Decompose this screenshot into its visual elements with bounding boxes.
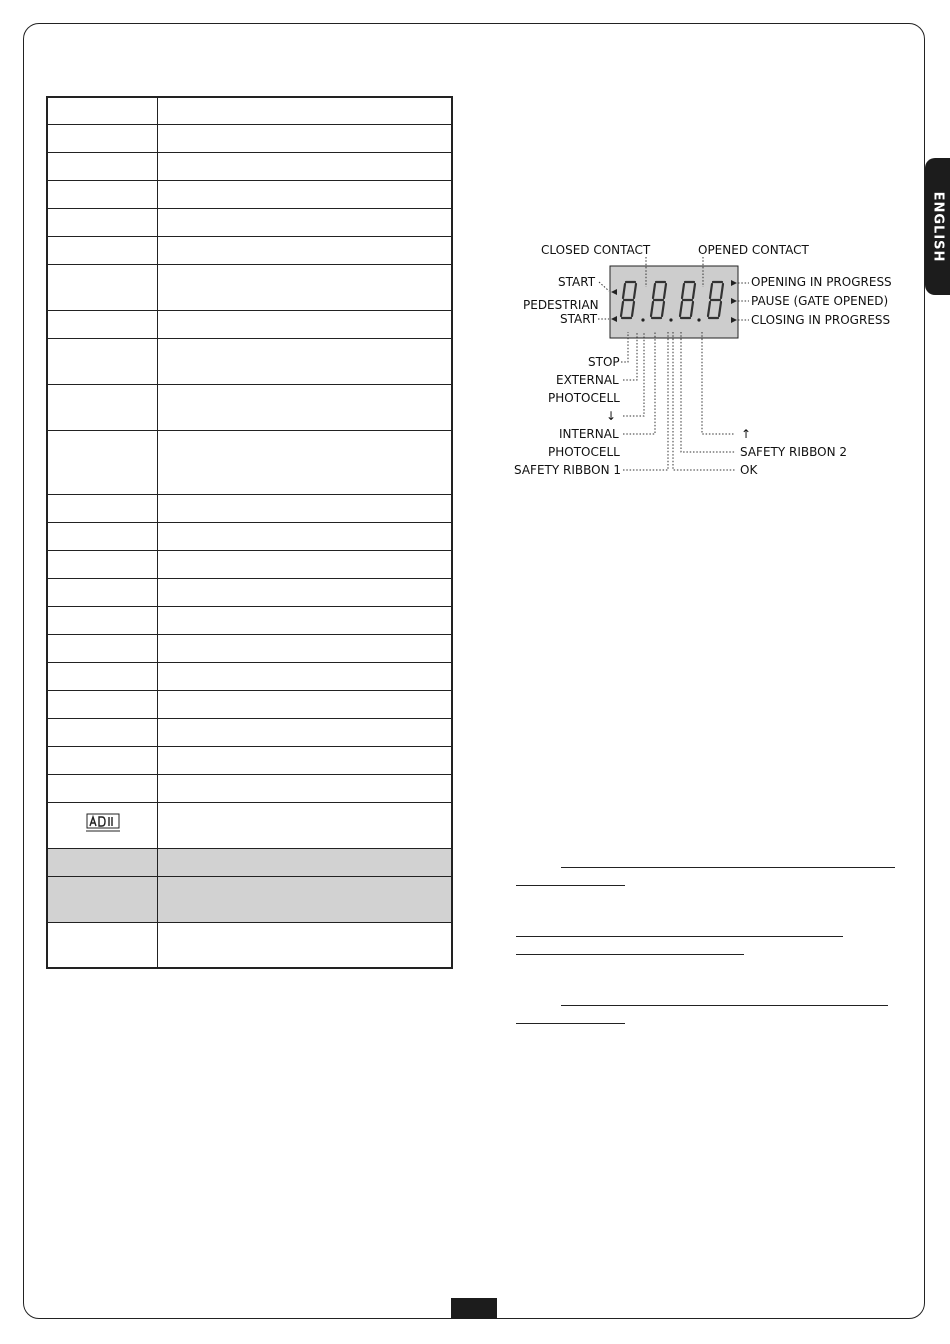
label-opening-in-progress: OPENING IN PROGRESS xyxy=(751,275,892,289)
display-panel xyxy=(610,266,738,338)
table-cell-description xyxy=(158,746,453,774)
table-row xyxy=(47,97,452,124)
table-cell-parameter xyxy=(47,848,158,876)
table-cell-description xyxy=(158,848,453,876)
arrow-down-icon: ↓ xyxy=(606,409,617,423)
table-cell-parameter xyxy=(47,746,158,774)
table-cell-parameter xyxy=(47,152,158,180)
underline-3b xyxy=(516,1023,625,1024)
language-label: ENGLISH xyxy=(930,191,945,262)
table-cell-parameter xyxy=(47,310,158,338)
table-cell-description xyxy=(158,338,453,384)
label-ok: OK xyxy=(740,463,758,477)
underline-1a xyxy=(561,867,895,868)
display-diagram xyxy=(505,235,892,485)
table-cell-parameter xyxy=(47,522,158,550)
label-safety-ribbon-1: SAFETY RIBBON 1 xyxy=(514,463,622,477)
table-cell-description xyxy=(158,97,453,124)
table-cell-parameter xyxy=(47,338,158,384)
table-cell-description xyxy=(158,606,453,634)
language-tab xyxy=(925,158,950,295)
table-cell-description xyxy=(158,310,453,338)
table-cell-parameter xyxy=(47,97,158,124)
table-row xyxy=(47,774,452,802)
table-row xyxy=(47,634,452,662)
underline-2b xyxy=(516,954,744,955)
label-external: EXTERNAL xyxy=(556,373,619,387)
table-cell-description xyxy=(158,690,453,718)
label-safety-ribbon-2: SAFETY RIBBON 2 xyxy=(740,445,848,459)
label-photocell-external: PHOTOCELL xyxy=(548,391,620,405)
table-row xyxy=(47,384,452,430)
page-number-box xyxy=(451,1298,497,1319)
label-pause-gate-opened: PAUSE (GATE OPENED) xyxy=(751,294,889,308)
table-cell-description xyxy=(158,522,453,550)
label-closing-in-progress: CLOSING IN PROGRESS xyxy=(751,313,891,327)
label-closed-contact: CLOSED CONTACT xyxy=(541,243,651,257)
table-cell-description xyxy=(158,718,453,746)
table-cell-description xyxy=(158,550,453,578)
parameters-table xyxy=(46,96,453,969)
parameters-table-body xyxy=(47,97,452,968)
table-row xyxy=(47,662,452,690)
arrow-up-icon: ↑ xyxy=(741,427,752,441)
table-row xyxy=(47,310,452,338)
table-row xyxy=(47,746,452,774)
table-cell-parameter xyxy=(47,662,158,690)
table-cell-description xyxy=(158,384,453,430)
table-cell-description xyxy=(158,208,453,236)
underline-1b xyxy=(516,885,625,886)
table-cell-description xyxy=(158,494,453,522)
label-pedestrian-start: START xyxy=(560,312,598,326)
table-row xyxy=(47,124,452,152)
table-cell-description xyxy=(158,236,453,264)
table-cell-description xyxy=(158,634,453,662)
table-row xyxy=(47,522,452,550)
table-row xyxy=(47,606,452,634)
table-cell-description xyxy=(158,180,453,208)
table-row xyxy=(47,578,452,606)
table-cell-parameter xyxy=(47,774,158,802)
label-start: START xyxy=(558,275,596,289)
table-cell-parameter xyxy=(47,718,158,746)
table-cell-parameter xyxy=(47,922,158,968)
label-opened-contact: OPENED CONTACT xyxy=(698,243,809,257)
table-cell-parameter xyxy=(47,264,158,310)
table-row xyxy=(47,180,452,208)
table-row xyxy=(47,802,452,848)
table-row xyxy=(47,236,452,264)
table-row xyxy=(47,152,452,180)
table-cell-description xyxy=(158,922,453,968)
table-cell-parameter xyxy=(47,208,158,236)
table-cell-description xyxy=(158,662,453,690)
table-cell-parameter xyxy=(47,802,158,848)
label-stop: STOP xyxy=(588,355,620,369)
table-cell-parameter xyxy=(47,690,158,718)
table-row xyxy=(47,430,452,494)
table-cell-parameter xyxy=(47,550,158,578)
table-cell-parameter xyxy=(47,494,158,522)
table-row xyxy=(47,338,452,384)
table-cell-parameter xyxy=(47,578,158,606)
table-row xyxy=(47,494,452,522)
underline-2a xyxy=(516,936,843,937)
table-cell-parameter xyxy=(47,236,158,264)
adi-logo-icon xyxy=(86,813,120,833)
table-cell-parameter xyxy=(47,180,158,208)
table-row xyxy=(47,922,452,968)
label-pedestrian: PEDESTRIAN xyxy=(523,298,599,312)
table-cell-parameter xyxy=(47,124,158,152)
table-cell-description xyxy=(158,264,453,310)
table-row xyxy=(47,690,452,718)
label-photocell-internal: PHOTOCELL xyxy=(548,445,620,459)
table-row xyxy=(47,876,452,922)
table-cell-description xyxy=(158,152,453,180)
table-cell-parameter xyxy=(47,606,158,634)
underline-3a xyxy=(561,1005,888,1006)
table-cell-description xyxy=(158,802,453,848)
table-cell-parameter xyxy=(47,876,158,922)
table-row xyxy=(47,208,452,236)
table-row xyxy=(47,718,452,746)
table-row xyxy=(47,848,452,876)
table-cell-description xyxy=(158,876,453,922)
label-internal: INTERNAL xyxy=(559,427,619,441)
table-cell-parameter xyxy=(47,384,158,430)
table-cell-description xyxy=(158,430,453,494)
table-row xyxy=(47,550,452,578)
table-cell-description xyxy=(158,774,453,802)
table-cell-parameter xyxy=(47,634,158,662)
table-cell-parameter xyxy=(47,430,158,494)
table-cell-description xyxy=(158,124,453,152)
table-cell-description xyxy=(158,578,453,606)
table-row xyxy=(47,264,452,310)
